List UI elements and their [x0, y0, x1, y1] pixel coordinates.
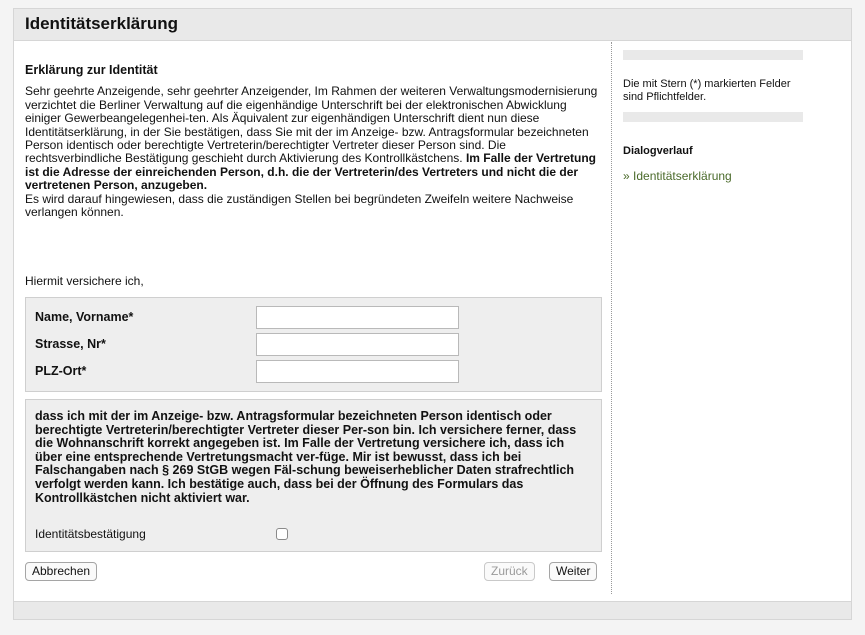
street-input[interactable] — [256, 333, 459, 356]
intro-paragraph: Sehr geehrte Anzeigende, sehr geehrter Anzeigender, Im Rahmen der weiteren Verwaltungsmodernisierung verzichtet die Berliner Verwaltung auf die eigenhändige Unterschrift bei der elektronischen Abwicklung einiger Gewerbeangelegenhei-ten. Als Äquivalent zur eigenhändigen Unterschrift dient nun diese Identitätserklärung, in der Sie bestätigen, dass Sie mit der im Anzeige- bzw. Antragsformular bezeichneten Person identisch oder berechtigte Vertreterin/berechtigter Vertreter dieser Person sind. Die rechtsverbindliche Bestätigung geschieht durch Aktivierung des Kontrollkästchens. — [25, 84, 598, 166]
street-label: Strasse, Nr* — [35, 337, 106, 351]
city-label: PLZ-Ort* — [35, 364, 87, 378]
sidebar-bar-mid — [623, 112, 803, 122]
dialog-history-item[interactable]: » Identitätserklärung — [623, 168, 732, 183]
address-fieldset — [25, 297, 602, 392]
confirmation-box — [25, 399, 602, 552]
identity-checkbox[interactable] — [276, 528, 288, 540]
confirmation-text: dass ich mit der im Anzeige- bzw. Antragsformular bezeichneten Person identisch oder berechtigte Vertreterin/berechtigter Vertreter dieser Per-son bin. Ich versichere ferner, dass die Wohnanschrift korrekt angegeben ist. Im Falle der Vertretung versichere ich, dass ich über eine entsprechende Vertretungsmacht ver-füge. Mir ist bewusst, dass ich bei Falschangaben nach § 269 StGB wegen Fäl-schung beweiserheblicher Daten strafrechtlich verfolgt werden kann. Ich bestätige auch, dass bei der Öffnung des Formulars das Kontrollkästchen nicht aktiviert war. — [35, 409, 577, 505]
city-input[interactable] — [256, 360, 459, 383]
next-button[interactable]: Weiter — [549, 562, 597, 581]
main-content — [25, 64, 603, 219]
sidebar — [623, 50, 803, 182]
intro-bold-notice: Im Falle der Vertretung ist die Adresse der einreichenden Person, d.h. die der Vertreterin/des Vertreters und nicht die der vertretenen Person, anzugeben. — [25, 151, 596, 193]
name-label: Name, Vorname* — [35, 310, 134, 324]
name-input[interactable] — [256, 306, 459, 329]
page-title: Identitätserklärung — [25, 14, 179, 33]
column-divider — [611, 42, 612, 594]
identity-checkbox-label: Identitätsbestätigung — [35, 527, 146, 541]
sidebar-bar-top — [623, 50, 803, 60]
required-fields-note: Die mit Stern (*) markierten Felder sind Pflichtfelder. — [623, 78, 791, 103]
title-bar — [14, 9, 851, 41]
intro-text — [25, 85, 603, 219]
lead-text: Hiermit versichere ich, — [25, 274, 144, 288]
section-heading: Erklärung zur Identität — [25, 63, 158, 77]
intro-tail: Es wird darauf hingewiesen, dass die zuständigen Stellen bei begründeten Zweifeln weitere Nachweise verlangen können. — [25, 191, 574, 220]
dialog-history-title: Dialogverlauf — [623, 145, 693, 157]
page-frame — [13, 8, 852, 620]
footer-bar — [14, 601, 851, 619]
back-button[interactable]: Zurück — [484, 562, 535, 581]
cancel-button[interactable]: Abbrechen — [25, 562, 97, 581]
